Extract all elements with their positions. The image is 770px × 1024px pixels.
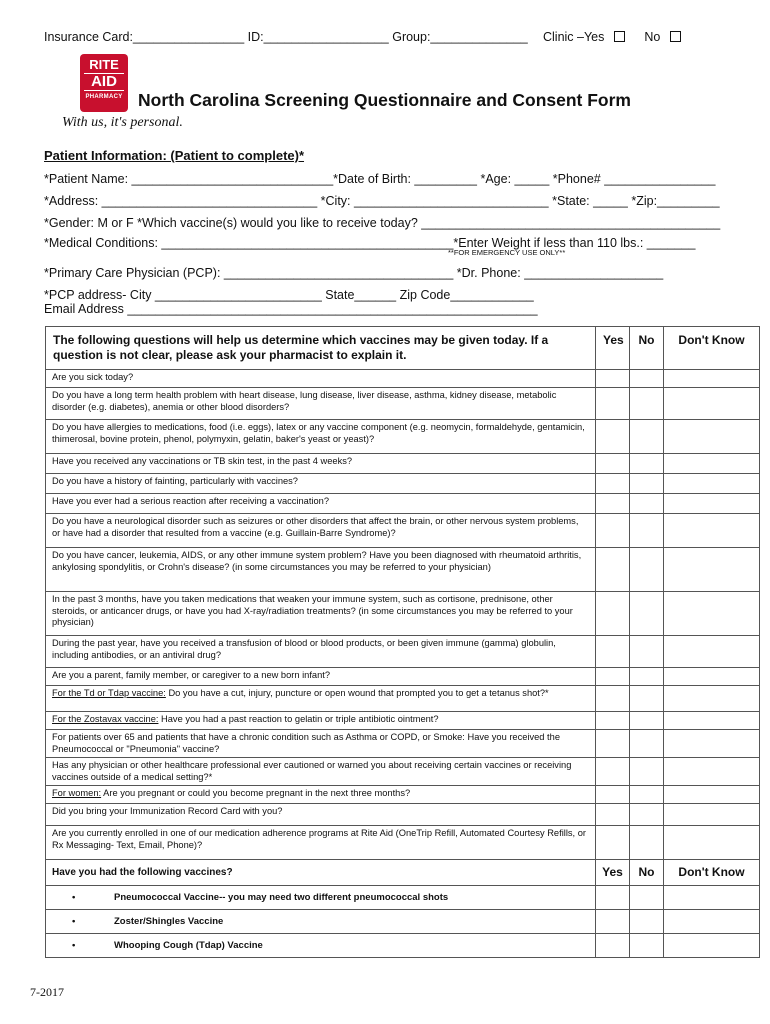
question-text — [46, 420, 596, 454]
answer-dont-know-cell[interactable] — [664, 826, 760, 860]
vaccine-row — [46, 934, 760, 958]
question-text — [46, 730, 596, 758]
answer-no-cell[interactable] — [630, 514, 664, 548]
answer-no-cell[interactable] — [630, 548, 664, 592]
answer-dont-know-cell[interactable] — [664, 454, 760, 474]
vaccines-header-row — [46, 860, 760, 886]
question-row — [46, 548, 760, 592]
answer-dont-know-cell[interactable] — [664, 804, 760, 826]
vaccine-yes-cell[interactable] — [596, 886, 630, 910]
answer-yes-cell[interactable] — [596, 730, 630, 758]
clinic-yes-label: Clinic –Yes — [543, 30, 605, 44]
vaccine-dont-know-cell[interactable] — [664, 934, 760, 958]
col-no: No — [630, 327, 664, 370]
answer-dont-know-cell[interactable] — [664, 548, 760, 592]
answer-dont-know-cell[interactable] — [664, 636, 760, 668]
answer-yes-cell[interactable] — [596, 668, 630, 686]
answer-no-cell[interactable] — [630, 758, 664, 786]
question-body: In the past 3 months, have you taken medications that weaken your immune system, such as cortisone, prednisone, other steroids, or anticancer drugs, or have you had X-ray/radiation treatments? (in some circumstances you may be referred to your physician) — [52, 594, 573, 627]
vaccine-item — [46, 910, 596, 934]
answer-no-cell[interactable] — [630, 730, 664, 758]
clinic-no-checkbox[interactable] — [670, 31, 681, 42]
question-row — [46, 712, 760, 730]
intro-text: The following questions will help us determine which vaccines may be given today. If a question is not clear, please ask your pharmacist to explain it. — [46, 327, 596, 370]
question-row — [46, 370, 760, 388]
answer-dont-know-cell[interactable] — [664, 592, 760, 636]
vaccine-no-cell[interactable] — [630, 910, 664, 934]
question-body: Do you have a history of fainting, particularly with vaccines? — [52, 476, 298, 486]
col-yes: Yes — [596, 327, 630, 370]
question-text — [46, 636, 596, 668]
question-prefix: For the Td or Tdap vaccine: — [52, 688, 166, 698]
question-row — [46, 454, 760, 474]
answer-dont-know-cell[interactable] — [664, 494, 760, 514]
question-text — [46, 668, 596, 686]
answer-dont-know-cell[interactable] — [664, 668, 760, 686]
answer-dont-know-cell[interactable] — [664, 730, 760, 758]
answer-yes-cell[interactable] — [596, 494, 630, 514]
question-row — [46, 804, 760, 826]
question-text — [46, 758, 596, 786]
gender-vaccine-line[interactable]: *Gender: M or F *Which vaccine(s) would you like to receive today? ___________________________________________ — [44, 216, 721, 230]
vaccine-yes-cell[interactable] — [596, 934, 630, 958]
bullet-marker: • — [72, 915, 76, 927]
answer-no-cell[interactable] — [630, 826, 664, 860]
vaccine-row — [46, 886, 760, 910]
answer-dont-know-cell[interactable] — [664, 758, 760, 786]
answer-no-cell[interactable] — [630, 686, 664, 712]
clinic-field — [543, 30, 681, 44]
answer-dont-know-cell[interactable] — [664, 370, 760, 388]
answer-dont-know-cell[interactable] — [664, 420, 760, 454]
col-dont-know-2: Don't Know — [664, 860, 760, 886]
col-yes-2: Yes — [596, 860, 630, 886]
question-text — [46, 686, 596, 712]
clinic-no-label: No — [644, 30, 661, 44]
question-text — [46, 370, 596, 388]
question-row — [46, 514, 760, 548]
question-body: Has any physician or other healthcare professional ever cautioned or warned you about receiving certain vaccines or receiving vaccines outside of a medical setting?* — [52, 760, 572, 782]
question-row — [46, 420, 760, 454]
question-text — [46, 826, 596, 860]
col-no-2: No — [630, 860, 664, 886]
question-row — [46, 786, 760, 804]
question-text — [46, 514, 596, 548]
answer-yes-cell[interactable] — [596, 804, 630, 826]
question-prefix: For women: — [52, 788, 102, 798]
question-row — [46, 592, 760, 636]
vaccine-name: Pneumococcal Vaccine-- you may need two different pneumococcal shots — [114, 891, 449, 903]
answer-yes-cell[interactable] — [596, 388, 630, 420]
form-title: North Carolina Screening Questionnaire and Consent Form — [138, 90, 631, 110]
answer-yes-cell[interactable] — [596, 712, 630, 730]
answer-no-cell[interactable] — [630, 388, 664, 420]
question-body: Have you ever had a serious reaction after receiving a vaccination? — [52, 496, 329, 506]
question-body: Do you have a neurological disorder such as seizures or other disorders that affect the brain, or other nervous system problems, or have had a disorder that resulted from a vaccine (e.g. Guillain-Barre Syndrome)? — [52, 516, 579, 538]
answer-dont-know-cell[interactable] — [664, 514, 760, 548]
question-text — [46, 592, 596, 636]
question-row — [46, 474, 760, 494]
insurance-line: Insurance Card:________________ ID:__________________ Group:______________ — [44, 30, 528, 44]
answer-dont-know-cell[interactable] — [664, 786, 760, 804]
question-row — [46, 494, 760, 514]
vaccine-row — [46, 910, 760, 934]
answer-yes-cell[interactable] — [596, 826, 630, 860]
question-row — [46, 758, 760, 786]
answer-yes-cell[interactable] — [596, 636, 630, 668]
question-body: Are you currently enrolled in one of our medication adherence programs at Rite Aid (OneTrip Refill, Automated Courtesy Refills, or Rx Messaging- Text, Email, Phone)? — [52, 828, 586, 850]
question-body: Do you have allergies to medications, food (i.e. eggs), latex or any vaccine component (e.g. neomycin, formaldehyde, gentamicin, thimerosal, bovine protein, phenol, polymyxin, gelatin, baker's yeast or yeast)? — [52, 422, 585, 444]
answer-yes-cell[interactable] — [596, 514, 630, 548]
question-text — [46, 712, 596, 730]
question-text — [46, 454, 596, 474]
vaccine-no-cell[interactable] — [630, 886, 664, 910]
address-line[interactable]: *Address: _______________________________ *City: ____________________________ *State: _____ *Zip:_________ — [44, 194, 720, 208]
logo-line2: AID — [84, 73, 124, 91]
logo-line3: PHARMACY — [85, 94, 123, 100]
question-body: Did you bring your Immunization Record Card with you? — [52, 806, 283, 816]
answer-no-cell[interactable] — [630, 420, 664, 454]
patient-info-heading: Patient Information: (Patient to complete)* — [44, 148, 305, 163]
question-body: Do you have a long term health problem with heart disease, lung disease, liver disease, asthma, kidney disease, metabolic disorder (e.g. diabetes), anemia or other blood disorders? — [52, 390, 557, 412]
answer-yes-cell[interactable] — [596, 474, 630, 494]
question-row — [46, 668, 760, 686]
vaccine-yes-cell[interactable] — [596, 910, 630, 934]
answer-yes-cell[interactable] — [596, 758, 630, 786]
answer-yes-cell[interactable] — [596, 454, 630, 474]
vaccine-dont-know-cell[interactable] — [664, 910, 760, 934]
vaccine-no-cell[interactable] — [630, 934, 664, 958]
answer-yes-cell[interactable] — [596, 786, 630, 804]
question-row — [46, 686, 760, 712]
answer-no-cell[interactable] — [630, 370, 664, 388]
question-body: Are you pregnant or could you become pregnant in the next three months? — [101, 788, 411, 798]
question-body: Do you have a cut, injury, puncture or open wound that prompted you to get a tetanus shot?* — [165, 688, 549, 698]
question-text — [46, 548, 596, 592]
question-text — [46, 804, 596, 826]
col-dont-know: Don't Know — [664, 327, 760, 370]
question-body: Do you have cancer, leukemia, AIDS, or any other immune system problem? Have you been diagnosed with rheumatoid arthritis, ankylosing spondylitis, or Crohn's disease? (in some circumstances you may be referred to your physician) — [52, 550, 582, 572]
clinic-yes-checkbox[interactable] — [614, 31, 625, 42]
answer-dont-know-cell[interactable] — [664, 474, 760, 494]
question-body: Have you received any vaccinations or TB skin test, in the past 4 weeks? — [52, 456, 353, 466]
question-row — [46, 636, 760, 668]
logo-line1: RITE — [89, 57, 119, 72]
answer-dont-know-cell[interactable] — [664, 686, 760, 712]
medical-conditions-line[interactable]: *Medical Conditions: __________________________________________*Enter Weight if less than 110 lbs.: _______ — [44, 236, 696, 250]
answer-no-cell[interactable] — [630, 712, 664, 730]
vaccine-item — [46, 934, 596, 958]
vaccine-dont-know-cell[interactable] — [664, 886, 760, 910]
answer-no-cell[interactable] — [630, 668, 664, 686]
table-header-row — [46, 327, 760, 370]
pcp-address-line[interactable]: *PCP address- City ________________________ State______ Zip Code____________ — [44, 288, 534, 302]
bullet-marker: • — [72, 939, 76, 951]
answer-yes-cell[interactable] — [596, 420, 630, 454]
vaccines-heading: Have you had the following vaccines? — [46, 860, 596, 886]
question-text — [46, 494, 596, 514]
vaccine-item — [46, 886, 596, 910]
vaccine-name: Zoster/Shingles Vaccine — [114, 915, 224, 927]
answer-no-cell[interactable] — [630, 804, 664, 826]
answer-no-cell[interactable] — [630, 454, 664, 474]
question-body: Have you had a past reaction to gelatin or triple antibiotic ointment? — [158, 714, 439, 724]
bullet-marker: • — [72, 891, 76, 903]
answer-yes-cell[interactable] — [596, 686, 630, 712]
question-row — [46, 730, 760, 758]
answer-no-cell[interactable] — [630, 494, 664, 514]
question-prefix: For the Zostavax vaccine: — [52, 714, 159, 724]
answer-no-cell[interactable] — [630, 474, 664, 494]
question-text — [46, 474, 596, 494]
vaccine-name: Whooping Cough (Tdap) Vaccine — [114, 939, 263, 951]
question-row — [46, 388, 760, 420]
answer-yes-cell[interactable] — [596, 592, 630, 636]
question-text — [46, 388, 596, 420]
pcp-line[interactable]: *Primary Care Physician (PCP): _________________________________ *Dr. Phone: ____________________ — [44, 266, 664, 280]
email-line[interactable]: Email Address ___________________________________________________________ — [44, 302, 538, 316]
question-body: During the past year, have you received a transfusion of blood or blood products, or been given immune (gamma) globulin, including antibodies, or an antiviral drug? — [52, 638, 556, 660]
question-row — [46, 826, 760, 860]
revision-date: 7-2017 — [30, 985, 64, 999]
answer-dont-know-cell[interactable] — [664, 712, 760, 730]
answer-no-cell[interactable] — [630, 786, 664, 804]
answer-no-cell[interactable] — [630, 636, 664, 668]
question-text — [46, 786, 596, 804]
logo-tagline: With us, it's personal. — [62, 115, 183, 130]
answer-no-cell[interactable] — [630, 592, 664, 636]
answer-dont-know-cell[interactable] — [664, 388, 760, 420]
answer-yes-cell[interactable] — [596, 370, 630, 388]
question-body: For patients over 65 and patients that have a chronic condition such as Asthma or COPD, or Smoke: Have you received the Pneumococcal or "Pneumonia" vaccine? — [52, 732, 560, 754]
question-body: Are you a parent, family member, or caregiver to a new born infant? — [52, 670, 331, 680]
question-body: Are you sick today? — [52, 372, 134, 382]
patient-name-line[interactable]: *Patient Name: _____________________________*Date of Birth: _________ *Age: _____ *Phone# ________________ — [44, 172, 716, 186]
screening-table — [45, 326, 760, 958]
answer-yes-cell[interactable] — [596, 548, 630, 592]
emergency-note: **FOR EMERGENCY USE ONLY** — [448, 248, 566, 257]
rite-aid-logo — [80, 54, 128, 112]
